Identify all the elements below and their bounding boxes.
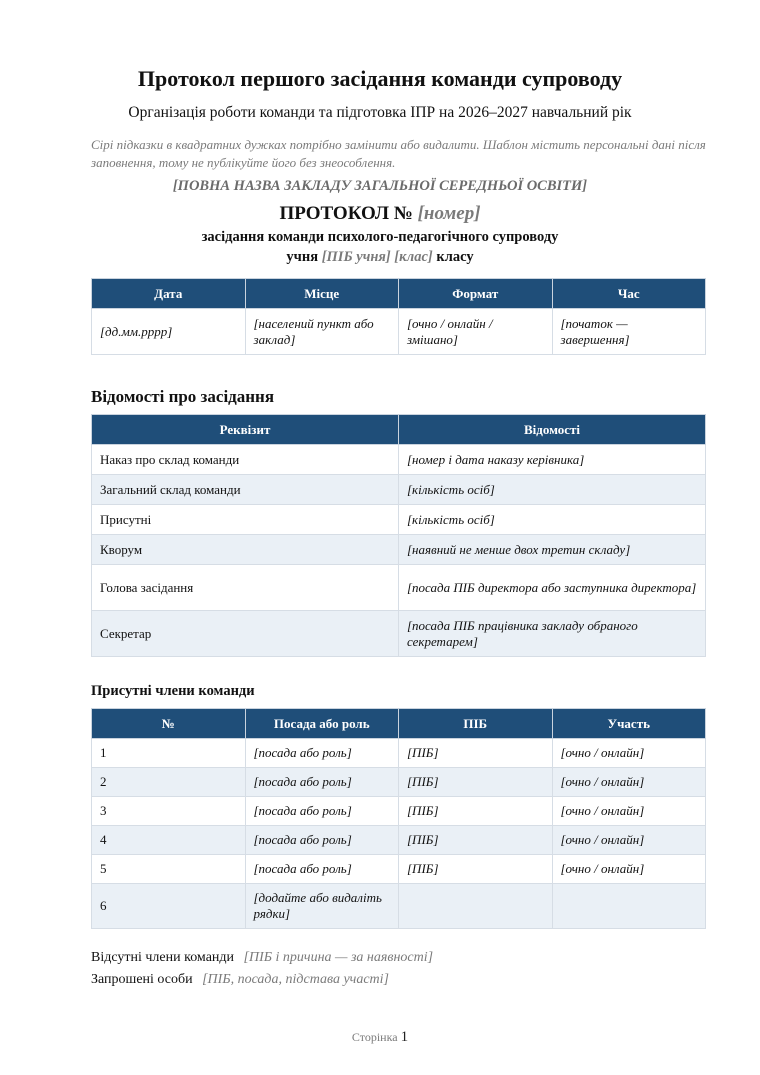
name-cell[interactable]: [ПІБ] (399, 826, 553, 855)
table-row (92, 611, 706, 657)
document-subtitle: Організація роботи команди та підготовка ІПР на 2026–2027 навчальний рік (128, 104, 632, 121)
table-row (92, 475, 706, 505)
meeting-line: засідання команди психолого-педагогічного супроводу (201, 229, 559, 245)
number-cell: 4 (92, 826, 246, 855)
protocol-heading (0, 203, 760, 225)
number-cell: 1 (92, 739, 246, 768)
column-header-participation: Участь (552, 709, 706, 739)
meeting-details-table (91, 414, 706, 657)
column-header-date: Дата (92, 279, 246, 309)
column-header-number: № (92, 709, 246, 739)
page-label: Сторінка (351, 1030, 398, 1044)
column-header-format: Формат (399, 279, 553, 309)
absent-members-label: Відсутні члени команди (91, 950, 235, 965)
date-cell[interactable]: [дд.мм.рррр] (92, 309, 246, 355)
school-name-placeholder: [ПОВНА НАЗВА ЗАКЛАДУ ЗАГАЛЬНОЇ СЕРЕДНЬОЇ ОСВІТИ] (172, 178, 588, 194)
table-row (92, 739, 706, 768)
table-row (92, 826, 706, 855)
attribute-cell: Кворум (92, 535, 399, 565)
table-header-row (92, 709, 706, 739)
page-number: 1 (400, 1029, 409, 1045)
role-cell[interactable]: [посада або роль] (245, 855, 399, 884)
number-cell: 2 (92, 768, 246, 797)
format-cell[interactable]: [очно / онлайн / змішано] (399, 309, 553, 355)
invited-persons-line (91, 972, 389, 988)
name-cell[interactable]: [ПІБ] (399, 797, 553, 826)
participation-cell[interactable]: [очно / онлайн] (552, 826, 706, 855)
column-header-role: Посада або роль (245, 709, 399, 739)
info-cell[interactable]: [наявний не менше двох третин складу] (399, 535, 706, 565)
name-cell[interactable]: [ПІБ] (399, 855, 553, 884)
attribute-cell: Загальний склад команди (92, 475, 399, 505)
name-cell[interactable]: [ПІБ] (399, 768, 553, 797)
column-header-info: Відомості (399, 415, 706, 445)
invited-persons-placeholder[interactable]: [ПІБ, посада, підстава участі] (202, 972, 390, 987)
place-cell[interactable]: [населений пункт або заклад] (245, 309, 399, 355)
info-cell[interactable]: [посада ПІБ працівника закладу обраного секретарем] (399, 611, 706, 657)
participation-cell[interactable]: [очно / онлайн] (552, 855, 706, 884)
table-row (92, 855, 706, 884)
pupil-name-placeholder: [ПІБ учня] [клас] (321, 249, 433, 265)
time-cell[interactable]: [початок — завершення] (552, 309, 706, 355)
pupil-line (0, 249, 760, 266)
attribute-cell: Секретар (92, 611, 399, 657)
page-footer (0, 1029, 760, 1046)
absent-members-line (91, 950, 433, 966)
participation-cell[interactable]: [очно / онлайн] (552, 797, 706, 826)
table-row (92, 565, 706, 611)
table-row (92, 535, 706, 565)
template-hint: Сірі підказки в квадратних дужках потрібно замінити або видалити. Шаблон містить персональні дані після заповнення, тому не публікуйте його без знеособлення. (91, 137, 706, 170)
role-cell[interactable]: [посада або роль] (245, 739, 399, 768)
participation-cell[interactable] (552, 884, 706, 929)
role-cell[interactable]: [посада або роль] (245, 797, 399, 826)
column-header-place: Місце (245, 279, 399, 309)
table-row (92, 309, 706, 355)
table-row (92, 768, 706, 797)
info-cell[interactable]: [номер і дата наказу керівника] (399, 445, 706, 475)
info-cell[interactable]: [посада ПІБ директора або заступника директора] (399, 565, 706, 611)
attribute-cell: Наказ про склад команди (92, 445, 399, 475)
number-cell: 3 (92, 797, 246, 826)
pupil-suffix: класу (436, 249, 474, 265)
info-cell[interactable]: [кількість осіб] (399, 505, 706, 535)
column-header-name: ПІБ (399, 709, 553, 739)
invited-persons-label: Запрошені особи (91, 972, 193, 987)
table-row (92, 797, 706, 826)
participation-cell[interactable]: [очно / онлайн] (552, 739, 706, 768)
pupil-prefix: учня (286, 249, 319, 265)
table-row (92, 445, 706, 475)
document-title: Протокол першого засідання команди супроводу (137, 66, 623, 91)
role-cell[interactable]: [посада або роль] (245, 768, 399, 797)
column-header-attribute: Реквізит (92, 415, 399, 445)
meeting-info-table (91, 278, 706, 355)
number-cell: 6 (92, 884, 246, 929)
name-cell[interactable]: [ПІБ] (399, 739, 553, 768)
attribute-cell: Голова засідання (92, 565, 399, 611)
table-row (92, 884, 706, 929)
column-header-time: Час (552, 279, 706, 309)
protocol-label: ПРОТОКОЛ № (279, 203, 413, 224)
members-table (91, 708, 706, 929)
section-heading-details: Відомості про засідання (91, 387, 275, 406)
name-cell[interactable] (399, 884, 553, 929)
role-cell[interactable]: [додайте або видаліть рядки] (245, 884, 399, 929)
info-cell[interactable]: [кількість осіб] (399, 475, 706, 505)
participation-cell[interactable]: [очно / онлайн] (552, 768, 706, 797)
table-header-row (92, 415, 706, 445)
protocol-number-placeholder: [номер] (417, 203, 481, 224)
number-cell: 5 (92, 855, 246, 884)
table-row (92, 505, 706, 535)
section-heading-members: Присутні члени команди (91, 683, 255, 699)
attribute-cell: Присутні (92, 505, 399, 535)
table-header-row (92, 279, 706, 309)
role-cell[interactable]: [посада або роль] (245, 826, 399, 855)
absent-members-placeholder[interactable]: [ПІБ і причина — за наявності] (243, 950, 434, 965)
